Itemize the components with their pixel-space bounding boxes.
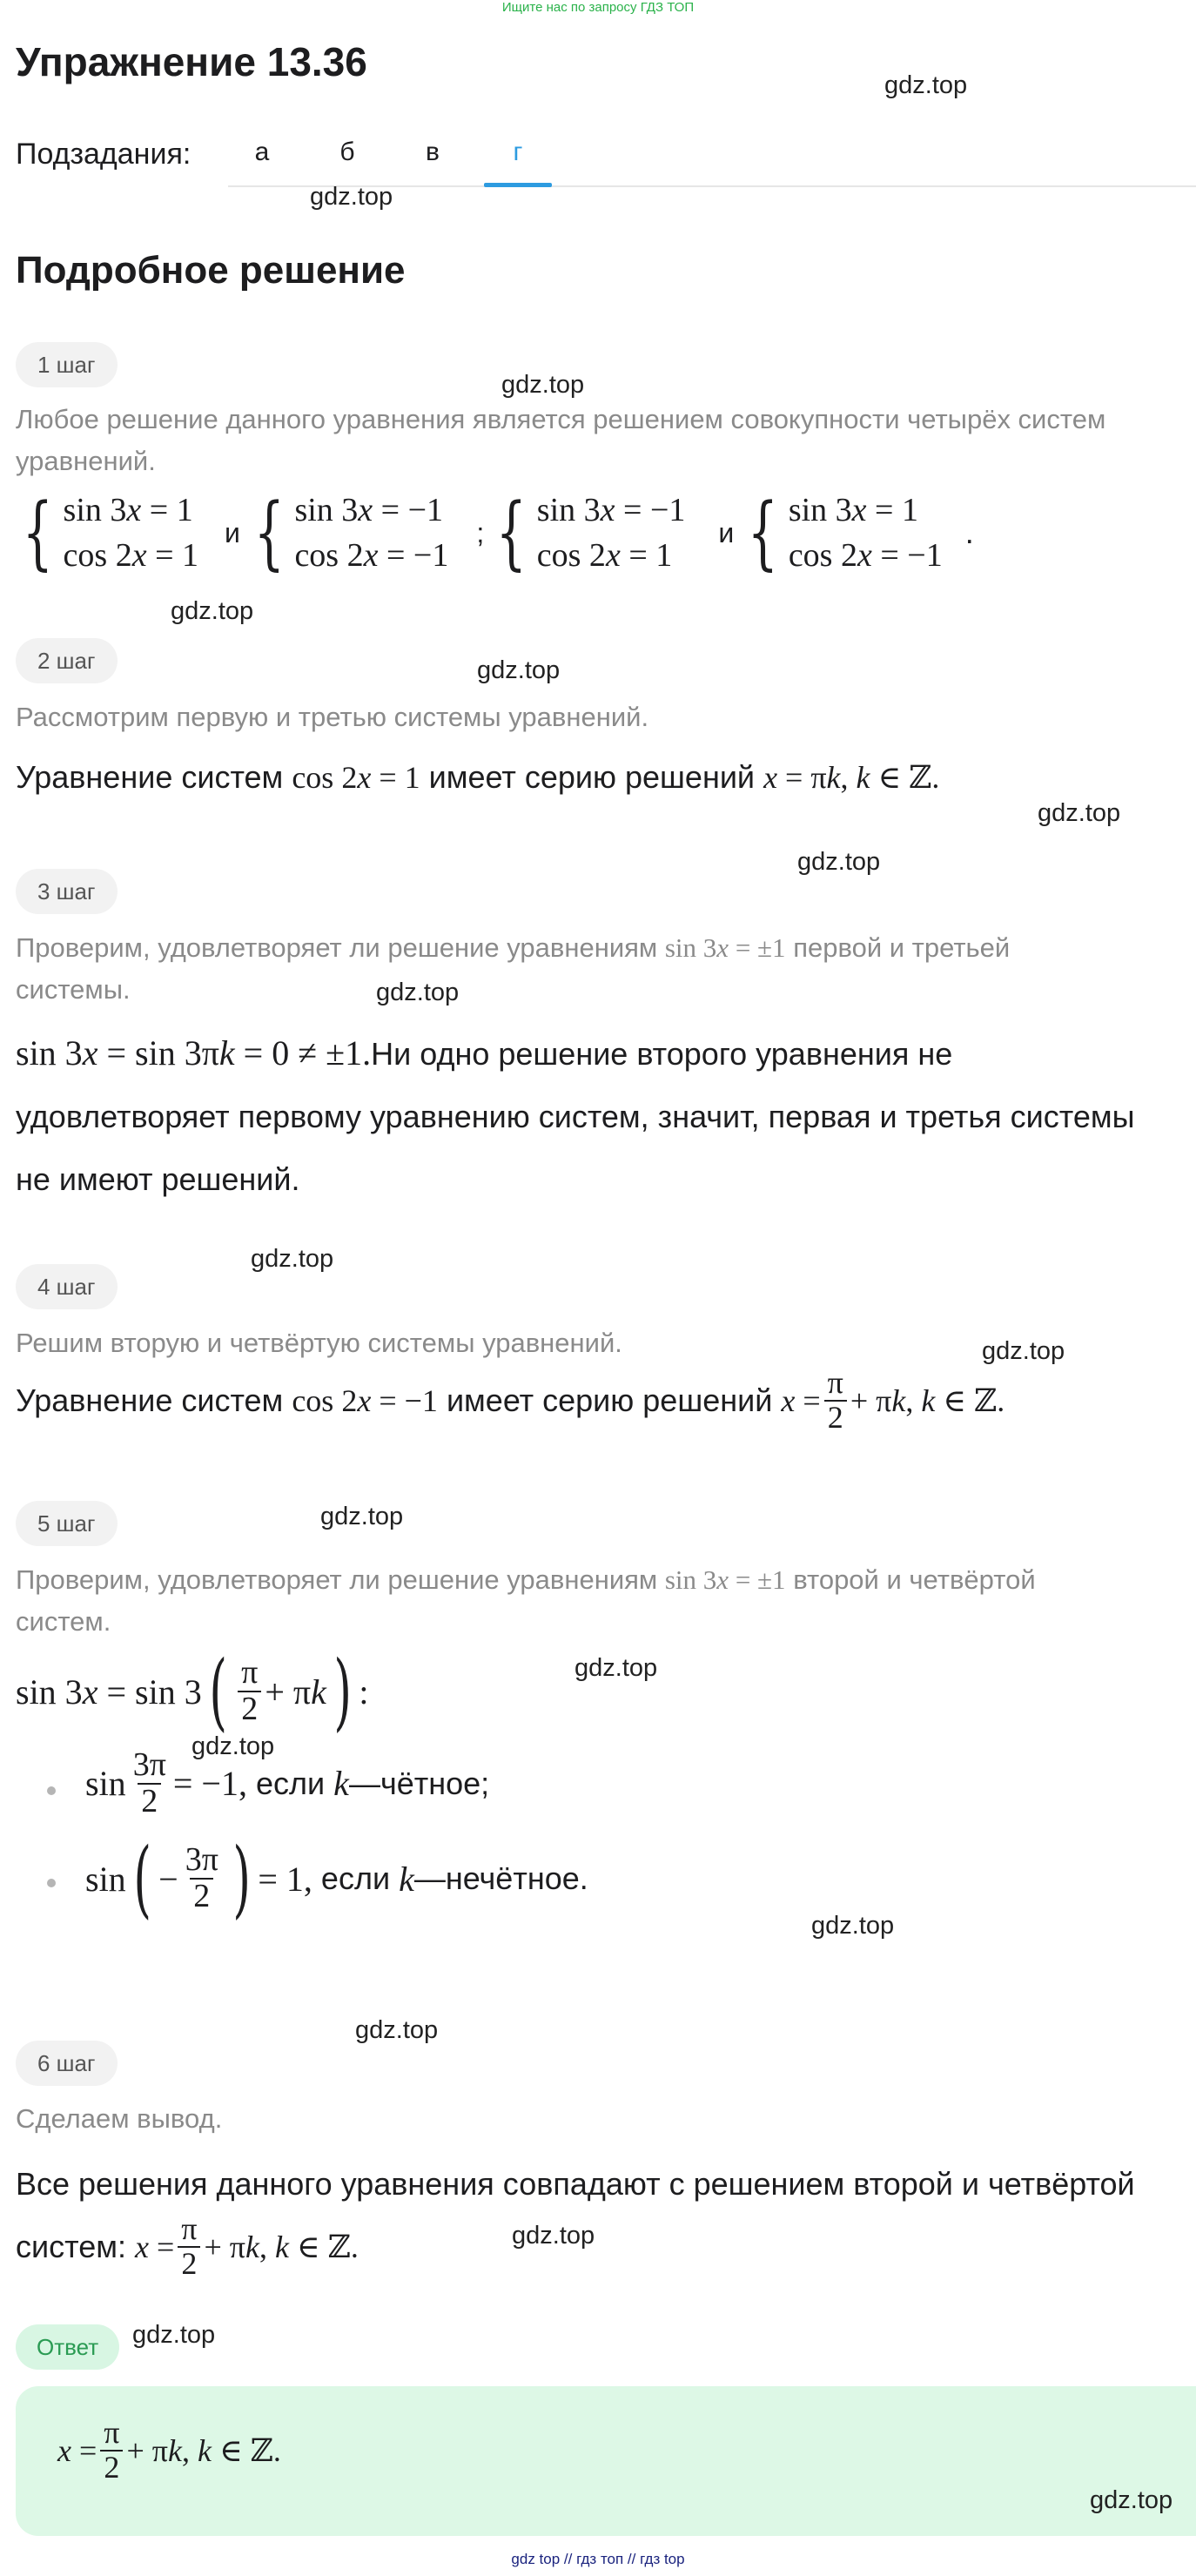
watermark: gdz.top [376,979,460,1006]
bullet-1 [47,1786,56,1795]
step-5-badge: 5 шаг [16,1501,118,1546]
watermark: gdz.top [884,71,968,99]
watermark: gdz.top [811,1912,895,1940]
tab-v[interactable]: в [426,138,440,166]
step-6-description: Сделаем вывод. [16,2103,223,2134]
system-1: { sin 3x = 1 cos 2x = 1 [22,486,199,579]
watermark: gdz.top [477,656,561,684]
tab-a[interactable]: а [254,138,270,166]
watermark: gdz.top [1038,799,1121,827]
case-even: sin $\frac{3\pi}{2}$ = −1, если k —чётное; [85,1746,490,1819]
watermark: gdz.top [191,1732,275,1760]
step-4-statement: Уравнение систем cos 2x = −1 имеет серию решений x = $\frac{\pi}{2}$ + πk, k ∈ ℤ. [16,1365,1005,1435]
step-2-badge: 2 шаг [16,638,118,683]
step-3-description: Проверим, удовлетворяет ли решение уравнениям sin 3x = ±1 первой и третьей системы. [16,932,1011,1005]
systems-set: { sin 3x = 1 cos 2x = 1 и { sin 3x = −1 cos 2x = −1 ; { sin 3x = −1 cos 2x = 1 и { sin 3x = 1 cos 2x = −1 . [12,488,974,578]
watermark: gdz.top [251,1245,334,1273]
watermark: gdz.top [501,371,585,399]
step-3-reasoning: sin 3x = sin 3πk = 0 ≠ ±1.Ни одно решение второго уравнения не удовлетворяет первому уравнению систем, значит, первая и третья системы не имеют решений. [16,1033,1135,1197]
conclusion-line-2: систем: x = $\frac{\pi}{2}$ + πk, k ∈ ℤ. [16,2211,359,2281]
watermark: gdz.top [320,1503,404,1530]
footer-links[interactable]: gdz top // гдз топ // гдз top [511,2551,685,2567]
conclusion-line-1: Все решения данного уравнения совпадают с решением второй и четвёртой [16,2166,1135,2202]
watermark: gdz.top [355,2016,439,2044]
active-tab-indicator [484,183,552,187]
step-4-badge: 4 шаг [16,1264,118,1309]
tab-b[interactable]: б [339,138,355,166]
watermark: gdz.top [982,1337,1065,1365]
watermark: gdz.top [310,183,393,211]
tab-g[interactable]: г [513,138,523,166]
step-3-badge: 3 шаг [16,869,118,914]
step-5-description: Проверим, удовлетворяет ли решение уравнениям sin 3x = ±1 второй и четвёртой систем. [16,1564,1036,1637]
step-6-badge: 6 шаг [16,2041,118,2086]
watermark: gdz.top [574,1654,658,1682]
step-4-description: Решим вторую и четвёртую системы уравнений. [16,1328,622,1358]
system-2: { sin 3x = −1 cos 2x = −1 [253,486,449,579]
system-4: { sin 3x = 1 cos 2x = −1 [747,486,943,579]
system-3: { sin 3x = −1 cos 2x = 1 [495,486,686,579]
step-5-substitution: sin 3x = sin 3 ( $\frac{\pi}{2}$ + πk ) : [16,1643,369,1740]
page-title: Упражнение 13.36 [16,39,367,84]
watermark: gdz.top [171,597,254,625]
watermark: gdz.top [132,2321,216,2349]
bullet-2 [47,1879,56,1887]
watermark: gdz.top [797,848,881,876]
subtasks-label: Подзадания: [16,138,191,171]
search-banner: Ищите нас по запросу ГДЗ ТОП [501,0,695,15]
watermark: gdz.top [1090,2486,1173,2514]
case-odd: sin ( − $\frac{3\pi}{2}$ ) = 1, если k —нечётное. [85,1830,588,1927]
section-title: Подробное решение [16,249,406,292]
step-2-description: Рассмотрим первую и третью системы уравнений. [16,702,649,732]
step-2-statement: Уравнение систем cos 2x = 1 имеет серию решений x = πk, k ∈ ℤ. [16,759,940,795]
step-1-badge: 1 шаг [16,342,118,387]
step-1-description: Любое решение данного уравнения является решением совокупности четырёх систем уравнений. [16,404,1106,476]
answer-formula: x = $\frac{\pi}{2}$ + πk, k ∈ ℤ. [57,2415,281,2485]
watermark: gdz.top [512,2222,595,2250]
answer-badge: Ответ [16,2324,119,2370]
